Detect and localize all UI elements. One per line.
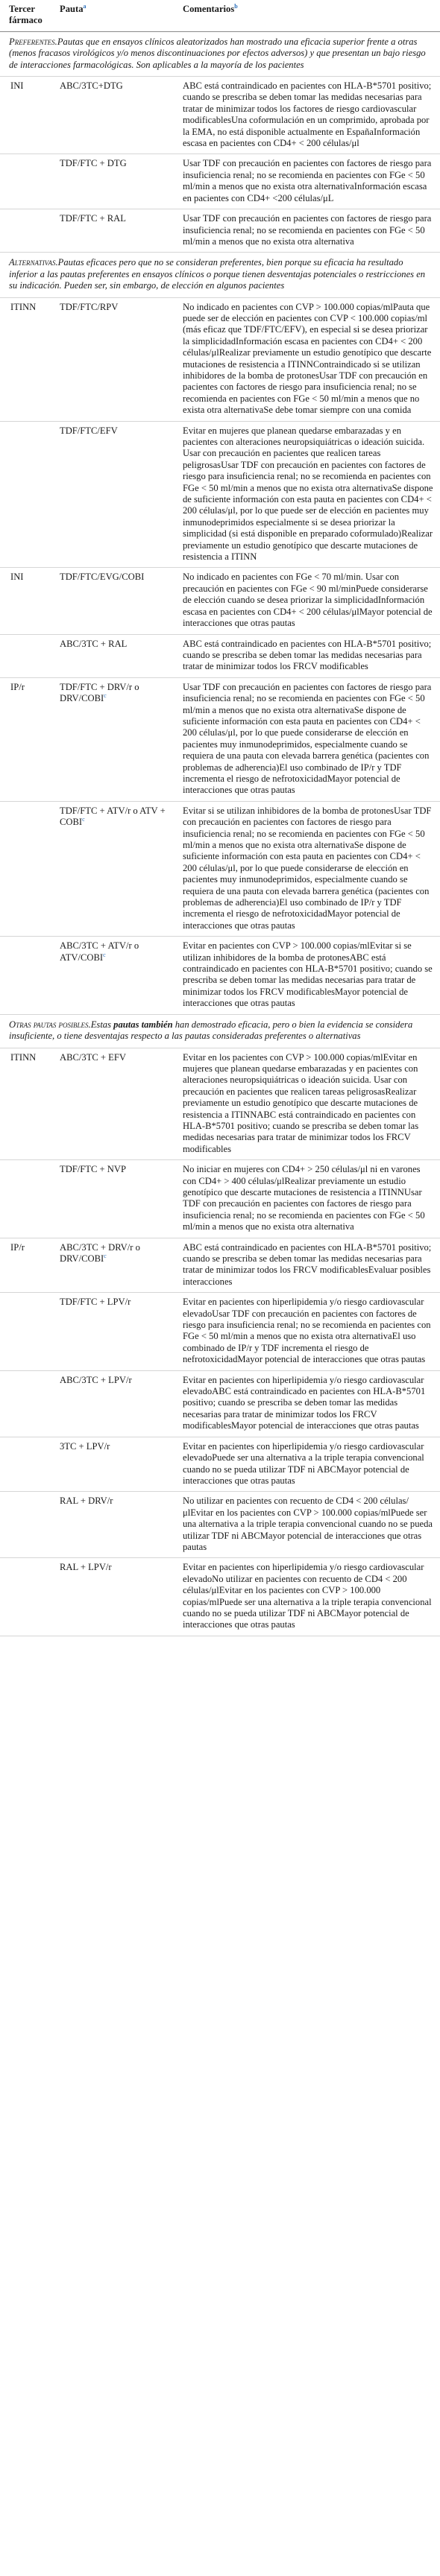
footnote-link-b[interactable]: b — [234, 2, 238, 10]
header-regimen: Pauta$^a$ — [51, 0, 174, 31]
regimen-text: TDF/FTC + LPV/r — [60, 1297, 131, 1308]
regimen-text: ABC/3TC + LPV/r — [60, 1374, 132, 1385]
regimen-text: ABC/3TC + RAL — [60, 638, 128, 649]
table-row — [0, 1558, 440, 1636]
third-drug-cell — [0, 1437, 51, 1492]
third-drug-cell — [0, 1293, 51, 1370]
footnote-link-c[interactable]: c — [104, 692, 107, 699]
regimen-text: TDF/FTC/RPV — [60, 301, 119, 312]
section-description — [0, 1014, 440, 1048]
third-drug-cell — [0, 1558, 51, 1636]
header-comments: Comentarios$^b$ — [174, 0, 440, 31]
regimen-text: ABC/3TC + DRV/r o DRV/COBI — [60, 1241, 140, 1264]
comments-cell: Evitar en pacientes con hiperlipidemia y/o riesgo cardiovascular elevadoNo utilizar en pacientes con recuento de CD4 < 200 células/μlEvitar en los pacientes con CVP > 100.000 copias/mlPuede ser una alternativa a la triple terapia convencional cuando no se pueda utilizar TDF ni ABCMayor potencial de interacciones que otras pautas — [174, 1558, 440, 1636]
section-row — [0, 253, 440, 297]
third-drug-cell — [0, 1492, 51, 1558]
comments-cell: Usar TDF con precaución en pacientes con factores de riesgo para insuficiencia renal; no se recomienda en pacientes con FGe < 50 ml/min a menos que no exista otra alternativa — [174, 209, 440, 253]
regimen-text: ABC/3TC + EFV — [60, 1051, 126, 1063]
third-drug-cell — [0, 801, 51, 936]
regimen-cell — [51, 77, 174, 154]
regimen-cell — [51, 1048, 174, 1160]
third-drug-cell: IP/r — [0, 677, 51, 801]
regimen-cell — [51, 1492, 174, 1558]
regimen-cell — [51, 677, 174, 801]
section-text: han demostrado eficacia, pero o bien la evidencia se considera insuficiente, o tiene desventajas respecto a las pautas consideradas preferentes o alternativas — [9, 1019, 413, 1042]
regimen-cell — [51, 1293, 174, 1370]
table-row — [0, 77, 440, 154]
third-drug-cell: ITINN — [0, 297, 51, 421]
comments-cell: Usar TDF con precaución en pacientes con factores de riesgo para insuficiencia renal; no se recomienda en pacientes con FGe < 50 ml/min a menos que no exista otra alternativaInformación escasa en pacientes con CD4+ <200 células/μL — [174, 154, 440, 209]
third-drug-cell: IP/r — [0, 1238, 51, 1293]
comments-cell: Evitar en pacientes con hiperlipidemia y/o riesgo cardiovascular elevadoABC está contraindicado en pacientes con HLA-B*5701 positivo; cuando se prescriba se deben tomar las medidas necesarias para tratar de minimizar todos los FRCV modificablesMayor potencial de interacciones que otras pautas — [174, 1370, 440, 1437]
footnote-link-a[interactable]: a — [83, 2, 87, 10]
section-text: Pautas que en ensayos clínicos aleatorizados han mostrado una eficacia superior frente a otras (menos fracasos virológicos y/o menos discontinuaciones por efectos adversos) y que presentan un bajo riesgo de interacciones farmacológicas. Son aplicables a la mayoría de los pacientes — [9, 36, 426, 70]
table-row — [0, 1492, 440, 1558]
regimen-cell — [51, 1238, 174, 1293]
table-row — [0, 1293, 440, 1370]
comments-cell: Evitar en pacientes con hiperlipidemia y/o riesgo cardiovascular elevadoUsar TDF con precaución en pacientes con factores de riesgo para insuficiencia renal; no se recomienda en pacientes con FGe < 50 ml/min a menos que no exista otra alternativaEl uso combinado de IP/r y TDF incrementa el riesgo de nefrotoxicidadMayor potencial de interacciones que otras pautas — [174, 1293, 440, 1370]
regimen-cell — [51, 1370, 174, 1437]
comments-cell: Evitar si se utilizan inhibidores de la bomba de protonesUsar TDF con precaución en pacientes con factores de riesgo para insuficiencia renal; no se recomienda en pacientes con FGe < 50 ml/min a menos que no exista otra alternativaSe dispone de suficiente información con esta pauta en pacientes con CD4+ < 200 células/μl, por lo que puede considerarse de elección en pacientes muy inmunodeprimidos, especialmente cuando se requiera de una pauta con elevada barrera genética (pacientes con problemas de adherencia)El uso combinado de IP/r y TDF incrementa el riesgo de nefrotoxicidadMayor potencial de interacciones que otras pautas — [174, 801, 440, 936]
regimen-cell — [51, 1558, 174, 1636]
regimen-text: TDF/FTC + RAL — [60, 213, 126, 224]
regimen-cell — [51, 801, 174, 936]
regimen-cell — [51, 568, 174, 634]
section-description — [0, 31, 440, 76]
comments-cell: Evitar en mujeres que planean quedarse embarazadas y en pacientes con alteraciones neuropsiquiátricas o ideación suicida. Usar con precaución en pacientes que realicen tareas peligrosasUsar TDF con precaución en pacientes con factores de riesgo para insuficiencia renal; no se recomienda en pacientes con FGe < 50 ml/min a menos que no exista otra alternativaSe dispone de suficiente información con esta pauta en pacientes con CD4+ < 200 células/μl, por lo que puede ser de elección en pacientes muy inmunodeprimidos especialmente si se desea priorizar la simplicidad (si está disponible en preparado coformulado)Realizar previamente un estudio genotípico que descarte mutaciones de resistencia a ITINN — [174, 421, 440, 568]
regimen-text: ABC/3TC+DTG — [60, 80, 123, 92]
section-text-before: Estas — [90, 1019, 114, 1030]
section-label: Otras pautas posibles. — [9, 1019, 91, 1030]
table-row — [0, 421, 440, 568]
third-drug-cell: INI — [0, 568, 51, 634]
regimen-text: TDF/FTC + NVP — [60, 1164, 126, 1175]
regimen-text: RAL + DRV/r — [60, 1496, 113, 1507]
regimen-cell — [51, 1160, 174, 1238]
regimen-cell — [51, 154, 174, 209]
table-row — [0, 297, 440, 421]
table-body — [0, 31, 440, 1636]
table-row — [0, 1238, 440, 1293]
regimen-cell — [51, 421, 174, 568]
comments-cell: Usar TDF con precaución en pacientes con factores de riesgo para insuficiencia renal; no se recomienda en pacientes con FGe < 50 ml/min a menos que no exista otra alternativaSe dispone de suficiente información con esta pauta en pacientes con CD4+ < 200 células/μl, por lo que puede considerarse de elección en pacientes muy inmunodeprimidos, especialmente cuando se requiera de una pauta con elevada barrera genética (pacientes con problemas de adherencia)El uso combinado de IP/r y TDF incrementa el riesgo de nefrotoxicidadMayor potencial de interacciones que otras pautas — [174, 677, 440, 801]
comments-cell: No indicado en pacientes con CVP > 100.000 copias/mlPauta que puede ser de elección en pacientes con CVP < 100.000 copias/ml (más eficaz que TDF/FTC/EFV), en especial si se desea priorizar la simplicidadInformación escasa en pacientes con CD4+ < 200 células/μlRealizar previamente un estudio genotípico que descarte mutaciones de resistencia a ITINNContraindicado si se utilizan inhibidores de la bomba de protonesUsar TDF con precaución en pacientes con factores de riesgo para insuficiencia renal; no se recomienda en pacientes con FGe < 50 ml/min a menos que no exista otra alternativaSe debe tomar siempre con una comida — [174, 297, 440, 421]
third-drug-cell — [0, 937, 51, 1014]
regimen-text: TDF/FTC + DRV/r o DRV/COBI — [60, 681, 139, 704]
table-row — [0, 1048, 440, 1160]
table-row — [0, 801, 440, 936]
footnote-link-c[interactable]: c — [104, 1252, 107, 1259]
table-row — [0, 1370, 440, 1437]
regimen-text: TDF/FTC/EFV — [60, 425, 118, 436]
comments-cell: Evitar en los pacientes con CVP > 100.000 copias/mlEvitar en mujeres que planean quedarse embarazadas y en pacientes con alteraciones neuropsiquiátricas o ideación suicida. Usar con precaución en pacientes que realicen tareas peligrosasRealizar previamente un estudio genotípico que descarte mutaciones de resistencia a ITINNABC está contraindicado en pacientes con HLA-B*5701 positivo; cuando se prescriba se deben tomar las medidas necesarias para tratar de minimizar todos los FRCV modificables — [174, 1048, 440, 1160]
third-drug-cell — [0, 1160, 51, 1238]
comments-cell: No utilizar en pacientes con recuento de CD4 < 200 células/μlEvitar en los pacientes con CVP > 100.000 copias/mlPuede ser una alternativa a la triple terapia convencional cuando no se pueda utilizar TDF ni ABCMayor potencial de interacciones que otras pautas — [174, 1492, 440, 1558]
regimen-text: 3TC + LPV/r — [60, 1440, 110, 1452]
table-row — [0, 1437, 440, 1492]
table-row — [0, 209, 440, 253]
regimen-cell — [51, 937, 174, 1014]
regimen-cell — [51, 209, 174, 253]
section-text: Pautas eficaces pero que no se consideran preferentes, bien porque su eficacia ha resultado inferior a las pautas preferentes en ensayos clínicos o porque tienen desventajas potenciales o restricciones en su indicación. Pueden ser, sin embargo, de elección en algunos pacientes — [9, 257, 426, 291]
section-description — [0, 253, 440, 297]
regimen-text: TDF/FTC + ATV/r o ATV + COBI — [60, 805, 166, 828]
table-header-row — [0, 0, 440, 31]
comments-cell: Evitar en pacientes con hiperlipidemia y/o riesgo cardiovascular elevadoPuede ser una alternativa a la triple terapia convencional cuando no se pueda utilizar TDF ni ABCMayor potencial de interacciones que otras pautas — [174, 1437, 440, 1492]
third-drug-cell — [0, 154, 51, 209]
table-row — [0, 568, 440, 634]
third-drug-cell — [0, 421, 51, 568]
section-label: Alternativas. — [9, 257, 58, 268]
footnote-link-c[interactable]: c — [82, 816, 85, 823]
section-emphasis: pautas también — [113, 1019, 173, 1030]
comments-cell: No iniciar en mujeres con CD4+ > 250 células/μl ni en varones con CD4+ > 400 células/μlRealizar previamente un estudio genotípico que descarte mutaciones de resistencia a ITINNUsar TDF con precaución en pacientes con factores de riesgo para insuficiencia renal; no se recomienda en pacientes con FGe < 50 ml/min a menos que no exista otra alternativa — [174, 1160, 440, 1238]
regimen-cell — [51, 634, 174, 677]
table-row — [0, 634, 440, 677]
table-row — [0, 1160, 440, 1238]
third-drug-cell: ITINN — [0, 1048, 51, 1160]
table-row — [0, 677, 440, 801]
third-drug-cell — [0, 209, 51, 253]
regimen-text: RAL + LPV/r — [60, 1562, 112, 1573]
header-third-drug: Tercer fármaco — [0, 0, 51, 31]
comments-cell: ABC está contraindicado en pacientes con HLA-B*5701 positivo; cuando se prescriba se deben tomar las medidas necesarias para tratar de minimizar todos los FRCV modificables — [174, 634, 440, 677]
comments-cell: Evitar en pacientes con CVP > 100.000 copias/mlEvitar si se utilizan inhibidores de la bomba de protonesABC está contraindicado en pacientes con HLA-B*5701 positivo; cuando se prescriba se deben tomar las medidas necesarias para tratar de minimizar todos los FRCV modificablesMayor potencial de interacciones que otras pautas — [174, 937, 440, 1014]
third-drug-cell — [0, 634, 51, 677]
comments-cell: ABC está contraindicado en pacientes con HLA-B*5701 positivo; cuando se prescriba se deben tomar las medidas necesarias para tratar de minimizar todos los FRCV modificablesEvaluar posibles interacciones — [174, 1238, 440, 1293]
table-row — [0, 154, 440, 209]
section-label: Preferentes. — [9, 36, 57, 47]
section-row — [0, 1014, 440, 1048]
third-drug-cell — [0, 1370, 51, 1437]
comments-cell: ABC está contraindicado en pacientes con HLA-B*5701 positivo; cuando se prescriba se deben tomar las medidas necesarias para tratar de minimizar todos los factores de riesgo cardiovascular modificablesUna coformulación en un comprimido, aprobada por la EMA, no está disponible actualmente en EspañaInformación escasa en pacientes con CD4+ < 200 células/μl — [174, 77, 440, 154]
third-drug-cell: INI — [0, 77, 51, 154]
comments-cell: No indicado en pacientes con FGe < 70 ml/min. Usar con precaución en pacientes con FGe < 90 ml/minPuede considerarse de elección cuando se desea priorizar la simplicidadInformación escasa en pacientes con CD4+ < 200 células/μlMayor potencial de interacciones que otras pautas — [174, 568, 440, 634]
regimen-text: TDF/FTC/EVG/COBI — [60, 572, 145, 583]
footnote-link-c[interactable]: c — [103, 951, 106, 958]
section-row — [0, 31, 440, 76]
regimen-cell — [51, 297, 174, 421]
regimen-text: ABC/3TC + ATV/r o ATV/COBI — [60, 940, 139, 963]
regimen-cell — [51, 1437, 174, 1492]
table-row — [0, 937, 440, 1014]
regimen-text: TDF/FTC + DTG — [60, 158, 127, 169]
